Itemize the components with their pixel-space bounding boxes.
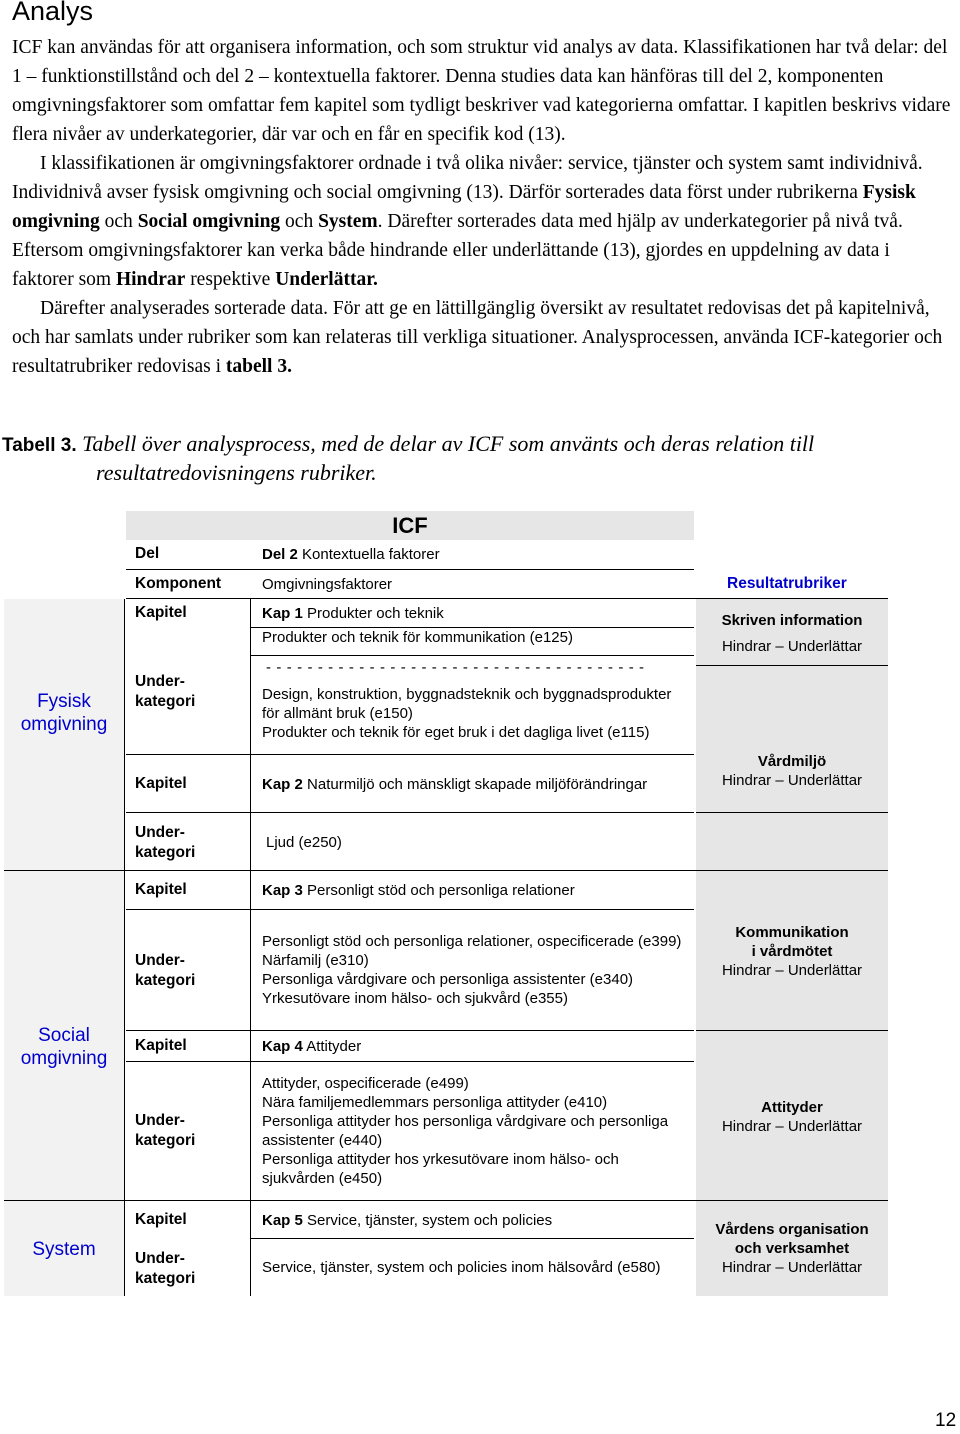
kap1-sub-b: Design, konstruktion, byggnadsteknik och byggnadsprodukter för allmänt bruk (e150) Produkter och teknik för eget bruk i det dagliga livet (e115) [262,686,672,741]
kap5-sub: Service, tjänster, system och policies inom hälsovård (e580) [262,1259,661,1276]
result-kommunikation: Kommunikation i vårdmötet Hindrar – Underlättar [721,924,863,979]
kapitel-label: Kapitel [135,775,187,792]
page-number: 12 [935,1410,957,1431]
kapitel-label: Kapitel [135,1211,187,1228]
group-system: System [32,1239,96,1260]
table-caption: Tabell 3. Tabell över analysprocess, med de delar av ICF som använts och deras relation till resultatredovisningens rubriker. [2,431,815,485]
del-label: Del [135,545,160,562]
kap5-title: Kap 5 Service, tjänster, system och policies [262,1212,553,1229]
body-text [12,33,952,381]
kap2-title: Kap 2 Naturmiljö och mänskligt skapade miljöförändringar [262,776,648,793]
underkategori-label: Under- kategori [135,1250,196,1287]
komponent-label: Komponent [135,575,222,592]
kapitel-label: Kapitel [135,1037,187,1054]
group-social-omgivning: Social omgivning [20,1025,108,1069]
section-heading: Analys [12,0,94,26]
kapitel-label: Kapitel [135,604,187,621]
kap3-title: Kap 3 Personligt stöd och personliga relationer [262,882,575,899]
kap3-sub: Personligt stöd och personliga relationer, ospecificerade (e399) Närfamilj (e310) Personliga vårdgivare och personliga assistenter (e340) Yrkesutövare inom hälso- och sjukvård (e355) [262,933,682,1007]
paragraph-2: I klassifikationen är omgivningsfaktorer ordnade i två olika nivåer: service, tjänster och system samt individnivå. Individnivå avser fysisk omgivning och social omgivning (13). Därför sorterades data först under rubrikerna Fysisk omgivning och Social omgivning och System. Därefter sorterades data med hjälp av underkategorier på nivå två. Eftersom omgivningsfaktorer kan verka både hindrande eller underlättande (13), gjordes en uppdelning av data i faktorer som Hindrar respektive Underlättar. [12,153,923,290]
icf-header: ICF [392,513,428,538]
resultatrubriker-header: Resultatrubriker [727,575,847,592]
kapitel-label: Kapitel [135,881,187,898]
underkategori-label: Under- kategori [135,952,196,989]
del-value: Del 2 Kontextuella faktorer [262,546,440,563]
group-fysisk-omgivning: Fysisk omgivning [20,691,108,735]
kap2-sub: Ljud (e250) [266,834,342,851]
underkategori-label: Under- kategori [135,1112,196,1149]
dashed-separator: - - - - - - - - - - - - - - - - - - - - - - - - - - - - - - - - - - - - - [266,659,645,676]
kap1-sub-a: Produkter och teknik för kommunikation (e125) [262,629,573,646]
kap1-title: Kap 1 Produkter och teknik [262,605,444,622]
result-attityder: Attityder Hindrar – Underlättar [721,1099,863,1135]
komponent-value: Omgivningsfaktorer [262,576,393,593]
underkategori-label: Under- kategori [135,673,196,710]
result-skriven-information: Skriven information Hindrar – Underlättar [721,612,863,655]
result-vardmiljo: Vårdmiljö Hindrar – Underlättar [721,753,863,789]
paragraph-3: Därefter analyserades sorterade data. För att ge en lättillgänglig översikt av resultatet redovisas det på kapitelnivå, och har samlats under rubriker som kan relateras till verkliga situationer. Analysprocessen, använda ICF-kategorier och resultatrubriker redovisas i tabell 3. [12,298,943,377]
kap4-title: Kap 4 Attityder [262,1038,362,1055]
result-vardens-organisation: Vårdens organisation och verksamhet Hindrar – Underlättar [715,1221,869,1276]
paragraph-1: ICF kan användas för att organisera information, och som struktur vid analys av data. Klassifikationen har två delar: del 1 – funktionstillstånd och del 2 – kontextuella faktorer. Denna studies data kan hänföras till del 2, komponenten omgivningsfaktorer som omfattar fem kapitel som tydligt beskriver vad kategorierna omfattar. I kapitlen beskrivs vidare flera nivåer av underkategorier, där var och en får en specifik kod (13). [12,37,951,145]
kap4-sub: Attityder, ospecificerade (e499) Nära familjemedlemmars personliga attityder (e410) Personliga attityder hos personliga vårdgivare och personliga assistenter (e440) Personliga attityder hos yrkesutövare inom hälso- och sjukvården (e450) [262,1075,669,1187]
underkategori-label: Under- kategori [135,824,196,861]
